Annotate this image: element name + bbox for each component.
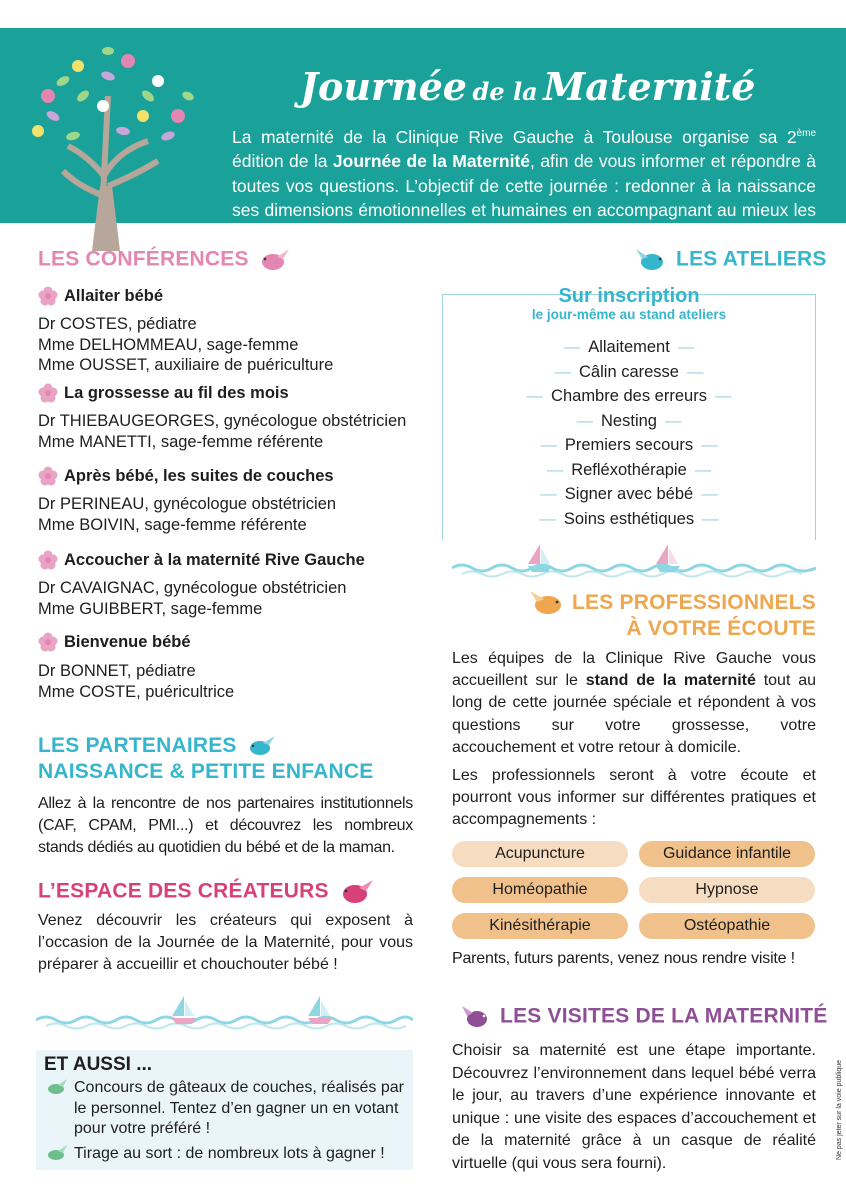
conference-speakers bbox=[38, 494, 336, 535]
createurs-text: Venez découvrir les créateurs qui exposent à l’occasion de la Journée de la Maternité, pour vous préparer à accueillir et chouchouter bébé ! bbox=[38, 912, 413, 973]
bird-icon bbox=[634, 247, 670, 273]
professionnels-text-1: Les équipes de la Clinique Rive Gauche vous accueillent sur le stand de la maternité tout au long de cette journée spéciale et répondent à vos questions sur votre grossesse, votre accouchement et votre retour à domicile. bbox=[452, 650, 817, 756]
partenaires-title: LES PARTENAIRES NAISSANCE & PETITE ENFANCE bbox=[38, 734, 374, 783]
et-aussi-title: ET AUSSI ... bbox=[44, 1054, 153, 1075]
practice-pill: Homéopathie bbox=[452, 877, 628, 903]
atelier-item: — Chambre des erreurs — bbox=[526, 387, 732, 405]
professionnels-footer: Parents, futurs parents, venez nous rendre visite ! bbox=[452, 950, 795, 967]
flower-icon bbox=[38, 383, 58, 403]
bird-icon bbox=[526, 588, 570, 618]
bird-icon bbox=[460, 1004, 494, 1030]
flower-icon bbox=[38, 632, 58, 652]
flower-icon bbox=[38, 550, 58, 570]
bird-icon bbox=[44, 1144, 68, 1162]
conference-speakers bbox=[38, 314, 333, 376]
sailboat-icon bbox=[528, 544, 552, 572]
sailboat-icon bbox=[656, 544, 680, 572]
speaker: Dr PERINEAU, gynécologue obstétricien bbox=[38, 495, 337, 513]
speaker: Mme DELHOMMEAU, sage-femme bbox=[38, 335, 299, 354]
et-aussi-box bbox=[36, 1050, 413, 1170]
waves-decoration bbox=[452, 542, 816, 578]
speaker: Mme OUSSET, auxiliaire de puériculture bbox=[38, 356, 334, 374]
practice-pill: Guidance infantile bbox=[639, 841, 815, 867]
speaker: Dr CAVAIGNAC, gynécologue obstétricien bbox=[38, 579, 347, 597]
atelier-item: — Allaitement — bbox=[563, 338, 695, 356]
inscription-title: Sur inscription bbox=[558, 285, 700, 307]
atelier-item: — Refléxothérapie — bbox=[546, 460, 712, 479]
bird-icon bbox=[243, 734, 277, 758]
speaker: Dr THIEBAUGEORGES, gynécologue obstétricien bbox=[38, 412, 407, 430]
header-banner bbox=[0, 28, 846, 245]
atelier-item: — Soins esthétiques — bbox=[539, 509, 719, 528]
speaker: Dr COSTES, pédiatre bbox=[38, 315, 197, 333]
practice-pill: Acupuncture bbox=[452, 841, 628, 867]
flower-icon bbox=[38, 466, 58, 486]
bird-icon bbox=[44, 1078, 68, 1096]
atelier-item: — Signer avec bébé — bbox=[540, 485, 718, 503]
conference-heading: La grossesse au fil des mois bbox=[38, 383, 289, 403]
intro-text: La maternité de la Clinique Rive Gauche à Toulouse organise sa 2ème édition de la Journée de la Maternité, afin de vous informer et répondre à toutes vos questions. L’objectif de cette journée : redonner à la naissance ses dimensions émotionnelles et humaines en accompagnant au mieux les parents et futurs parents. bbox=[232, 126, 817, 245]
practice-pill: Ostéopathie bbox=[639, 913, 815, 939]
conference-speakers bbox=[38, 578, 346, 619]
atelier-item: — Câlin caresse — bbox=[554, 362, 704, 381]
practice-pill: Hypnose bbox=[639, 877, 815, 903]
flower-icon bbox=[38, 286, 58, 306]
page-title: Journée de la Maternité bbox=[300, 64, 756, 109]
conference-heading: Accoucher à la maternité Rive Gauche bbox=[38, 550, 365, 570]
waves-decoration bbox=[36, 994, 413, 1030]
conference-speakers bbox=[38, 411, 406, 452]
conference-heading: Allaiter bébé bbox=[38, 286, 163, 306]
bird-icon bbox=[255, 247, 291, 273]
visites-title: LES VISITES DE LA MATERNITÉ bbox=[460, 1004, 827, 1030]
atelier-item: — Nesting — bbox=[576, 411, 682, 430]
ateliers-box bbox=[442, 285, 816, 540]
partenaires-text: Allez à la rencontre de nos partenaires institutionnels (CAF, CPAM, PMI...) et découvrez les nombreux stands dédiés au quotidien du bébé et de la maman. bbox=[38, 795, 413, 856]
ateliers-list bbox=[443, 335, 815, 531]
conference-speakers bbox=[38, 661, 234, 702]
professionnels-title: LES PROFESSIONNELS À VOTRE ÉCOUTE bbox=[526, 590, 816, 642]
speaker: Mme GUIBBERT, sage-femme bbox=[38, 599, 263, 618]
sailboat-icon bbox=[172, 996, 196, 1024]
speaker: Dr BONNET, pédiatre bbox=[38, 662, 196, 680]
createurs-title: L’ESPACE DES CRÉATEURS bbox=[38, 878, 375, 906]
visites-text: Choisir sa maternité est une étape importante. Découvrez l’environnement dans lequel bébé verra le jour, au travers d’une expérience innovante et unique : une visite des espaces d’accouchement et de la maternité grâce à un casque de réalité virtuelle (qui vous sera fourni). bbox=[452, 1042, 816, 1172]
speaker: Mme MANETTI, sage-femme référente bbox=[38, 432, 324, 451]
et-aussi-item: Concours de gâteaux de couches, réalisés par le personnel. Tentez d’en gagner un en votant pour votre préféré ! bbox=[44, 1078, 409, 1140]
ateliers-title: LES ATELIERS bbox=[634, 247, 827, 273]
conference-heading: Bienvenue bébé bbox=[38, 632, 191, 652]
speaker: Mme BOIVIN, sage-femme référente bbox=[38, 515, 307, 534]
bird-icon bbox=[335, 878, 375, 906]
professionnels-text-2: Les professionnels seront à votre écoute et pourront vous informer sur différentes pratiques et accompagnements : bbox=[452, 767, 816, 829]
tree-illustration bbox=[8, 36, 208, 251]
sailboat-icon bbox=[308, 996, 332, 1024]
atelier-item: — Premiers secours — bbox=[540, 436, 718, 454]
et-aussi-item: Tirage au sort : de nombreux lots à gagner ! bbox=[44, 1144, 409, 1165]
conferences-title: LES CONFÉRENCES bbox=[38, 247, 291, 273]
side-note: Ne pas jeter sur la voie publique bbox=[836, 1059, 843, 1160]
conference-heading: Après bébé, les suites de couches bbox=[38, 466, 334, 486]
inscription-subtitle: le jour-même au stand ateliers bbox=[531, 307, 727, 322]
speaker: Mme COSTE, puéricultrice bbox=[38, 682, 235, 701]
practice-pill: Kinésithérapie bbox=[452, 913, 628, 939]
